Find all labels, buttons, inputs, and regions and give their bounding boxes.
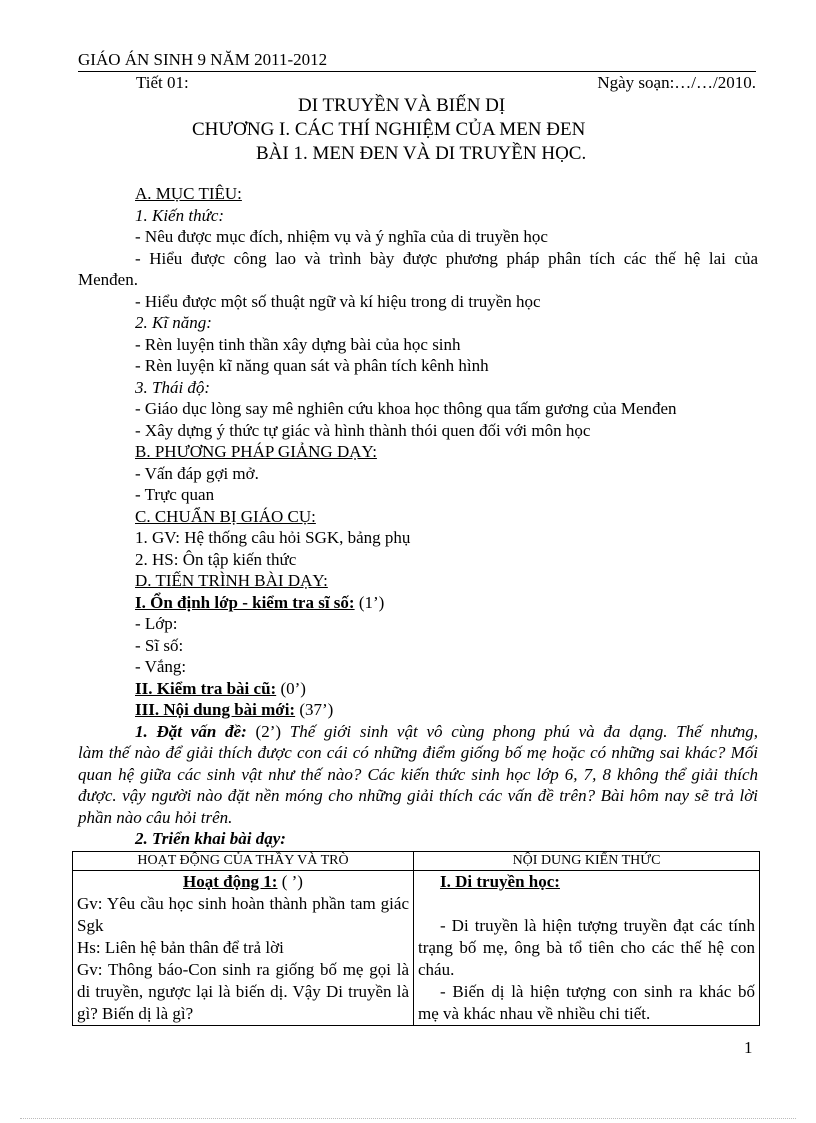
preparation-item: 1. GV: Hệ thống câu hỏi SGK, bảng phụ xyxy=(135,528,411,547)
lesson-activity-table xyxy=(72,851,760,1026)
knowledge-item: Menđen. xyxy=(78,270,138,289)
content-line: - Biến dị là hiện tượng con sinh ra khác bố mẹ và khác nhau về nhiều chi tiết. xyxy=(418,982,755,1023)
table-header-row xyxy=(73,852,760,871)
step-review-time: (0’) xyxy=(276,678,306,698)
preparation-date: Ngày soạn:…/…/2010. xyxy=(597,73,756,92)
col-content-header: NỘI DUNG KIẾN THỨC xyxy=(414,852,760,871)
preparation-heading: C. CHUẨN BỊ GIÁO CỤ: xyxy=(135,506,316,526)
activity-title: Hoạt động 1: xyxy=(183,872,278,891)
activity-line: Hs: Liên hệ bản thân để trả lời xyxy=(77,938,284,957)
preparation-item: 2. HS: Ôn tập kiến thức xyxy=(135,549,297,569)
step-review xyxy=(78,678,758,700)
step-new-content-label: III. Nội dung bài mới: xyxy=(135,700,296,719)
roll-item: - Lớp: xyxy=(135,614,178,633)
content-heading: I. Di truyền học: xyxy=(440,872,560,891)
document-header: GIÁO ÁN SINH 9 NĂM 2011-2012 xyxy=(78,50,756,72)
attitude-item: - Xây dựng ý thức tự giác và hình thành thói quen đối với môn học xyxy=(135,420,591,440)
procedure-heading: D. TIẾN TRÌNH BÀI DẠY: xyxy=(135,571,328,590)
step-new-content xyxy=(78,699,758,721)
knowledge-item: - Hiểu được công lao và trình bày được phương pháp phân tích các thế hệ lai của xyxy=(135,248,758,268)
lesson-title: BÀI 1. MEN ĐEN VÀ DI TRUYỀN HỌC. xyxy=(256,143,587,164)
roll-item: - Vắng: xyxy=(135,657,187,676)
col-activities-header: HOẠT ĐỘNG CỦA THẦY VÀ TRÒ xyxy=(73,852,414,871)
activity-line: Gv: Yêu cầu học sinh hoàn thành phần tam giác Sgk xyxy=(77,894,409,935)
activities-cell xyxy=(73,871,414,1026)
attitude-label: 3. Thái độ: xyxy=(135,377,211,397)
attitude-item: - Giáo dục lòng say mê nghiên cứu khoa học thông qua tấm gương của Menđen xyxy=(135,399,677,418)
intro-text-first: Thế giới sinh vật vô cùng phong phú và đa dạng. Thế nhưng, xyxy=(289,721,758,741)
content-line: - Di truyền là hiện tượng truyền đạt các tính trạng bố mẹ, ông bà tổ tiên cho các thế hệ con cháu. xyxy=(418,916,755,979)
activity-line: Gv: Thông báo-Con sinh ra giống bố mẹ gọi là di truyền, ngược lại là biến dị. Vậy Di truyền là gì? Biến dị là gì? xyxy=(77,960,409,1023)
intro-line xyxy=(78,721,758,743)
objectives-heading: A. MỤC TIÊU: xyxy=(135,184,242,203)
page-bottom-divider xyxy=(20,1118,796,1119)
knowledge-item: - Hiểu được một số thuật ngữ và kí hiệu trong di truyền học xyxy=(135,291,541,311)
step-stabilize-label: I. Ổn định lớp - kiểm tra sĩ số: xyxy=(135,592,355,612)
page-number: 1 xyxy=(744,1038,753,1057)
intro-label: 1. Đặt vấn đề: xyxy=(135,721,247,741)
methods-item: - Vấn đáp gợi mở. xyxy=(135,463,259,483)
roll-item: - Sĩ số: xyxy=(135,635,184,655)
step-stabilize-time: (1’) xyxy=(354,592,385,612)
table-row xyxy=(73,871,760,1026)
step-review-label: II. Kiểm tra bài cũ: xyxy=(135,678,277,698)
intro-paragraph: làm thế nào để giải thích được con cái có những điểm giống bố mẹ hoặc có những sai khác? Mối quan hệ giữa các sinh vật như thế nào? Các kiến thức sinh học lớp 6, 7, 8 không thể giải thích được. vậy người nào đặt nền móng cho những giải thích các vấn đề trên? Bài hôm nay sẽ trả lời phần nào câu hỏi trên. xyxy=(78,743,758,827)
methods-item: - Trực quan xyxy=(135,485,215,504)
step-stabilize xyxy=(78,592,758,614)
deploy-label: 2. Triển khai bài dạy: xyxy=(135,829,286,848)
skills-item: - Rèn luyện kĩ năng quan sát và phân tích kênh hình xyxy=(135,356,489,375)
lesson-number: Tiết 01: xyxy=(136,73,189,92)
skills-label: 2. Kĩ năng: xyxy=(135,313,212,332)
skills-item: - Rèn luyện tinh thần xây dựng bài của học sinh xyxy=(135,334,461,354)
chapter-title: CHƯƠNG I. CÁC THÍ NGHIỆM CỦA MEN ĐEN xyxy=(192,119,586,140)
intro-time: (2’) xyxy=(246,721,290,741)
content-cell xyxy=(414,871,760,1026)
lesson-plan-body xyxy=(78,183,758,850)
knowledge-item: - Nêu được mục đích, nhiệm vụ và ý nghĩa của di truyền học xyxy=(135,227,548,246)
part-title: DI TRUYỀN VÀ BIẾN DỊ xyxy=(298,95,506,116)
methods-heading: B. PHƯƠNG PHÁP GIẢNG DẠY: xyxy=(135,442,377,461)
activity-heading xyxy=(77,871,409,893)
step-new-content-time: (37’) xyxy=(295,700,334,719)
knowledge-label: 1. Kiến thức: xyxy=(135,205,225,225)
activity-time: ( ’) xyxy=(277,872,303,891)
